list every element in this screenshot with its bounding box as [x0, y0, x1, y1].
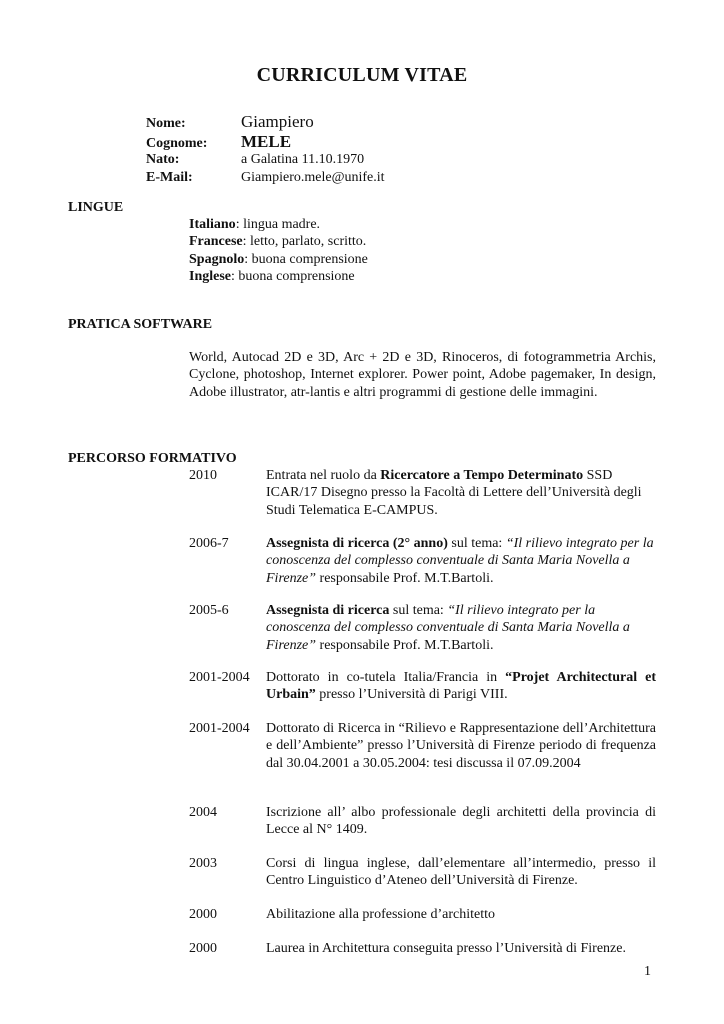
- personal-info: [146, 112, 385, 188]
- language-level: : lingua madre.: [235, 217, 321, 232]
- nome-value: Giampiero: [241, 112, 314, 131]
- entry-year: 2000: [189, 941, 217, 956]
- language-level: : buona comprensione: [231, 268, 355, 284]
- language-level: : letto, parlato, scritto.: [242, 234, 367, 250]
- language-item: [189, 268, 368, 285]
- entry-description: Entrata nel ruolo da Ricercatore a Tempo Determinato SSD ICAR/17 Disegno presso la Facoltà di Lettere dell’Università degli Studi Telematica E-CAMPUS.: [266, 468, 642, 518]
- nome-label: Nome:: [146, 116, 186, 131]
- entry-description: Assegnista di ricerca (2° anno) sul tema: “Il rilievo integrato per la conoscenza del complesso conventuale di Santa Maria Novella a Firenze” responsabile Prof. M.T.Bartoli.: [266, 536, 654, 586]
- software-heading: PRATICA SOFTWARE: [68, 317, 213, 332]
- entry-description: Corsi di lingua inglese, dall’elementare all’intermedio, presso il Centro Linguistico d’Ateneo dell’Università di Firenze.: [266, 856, 656, 889]
- language-level: : buona comprensione: [244, 251, 368, 267]
- language-list: [189, 216, 368, 285]
- page-number: 1: [644, 964, 651, 979]
- language-name: Inglese: [189, 268, 231, 284]
- entry-description: Laurea in Architettura conseguita presso l’Università di Firenze.: [266, 941, 626, 956]
- nato-label: Nato:: [146, 152, 180, 167]
- entry-year: 2001-2004: [189, 721, 250, 736]
- entry-year: 2003: [189, 856, 217, 871]
- language-name: Spagnolo: [189, 251, 245, 267]
- cognome-value: MELE: [241, 132, 292, 151]
- language-item: [189, 233, 368, 250]
- entry-year: 2006-7: [189, 536, 229, 551]
- entry-description: Abilitazione alla professione d’architetto: [266, 907, 495, 922]
- page-title: CURRICULUM VITAE: [256, 64, 468, 86]
- percorso-heading: PERCORSO FORMATIVO: [68, 451, 237, 466]
- nato-value: a Galatina 11.10.1970: [241, 152, 365, 167]
- software-text: World, Autocad 2D e 3D, Arc + 2D e 3D, Rinoceros, di fotogrammetria Archis, Cyclone, photoshop, Internet explorer. Power point, Adobe pagemaker, In design, Adobe illustrator, atr-lantis e altri programmi di gestione delle immagini.: [189, 350, 656, 400]
- entry-year: 2010: [189, 468, 217, 483]
- lingue-heading: LINGUE: [68, 200, 124, 215]
- entry-description: Dottorato in co-tutela Italia/Francia in “Projet Architectural et Urbain” presso l’Università di Parigi VIII.: [266, 670, 656, 703]
- language-name: Italiano: [189, 217, 236, 232]
- email-label: E-Mail:: [146, 170, 193, 185]
- entry-year: 2001-2004: [189, 670, 250, 685]
- email-value[interactable]: Giampiero.mele@unife.it: [241, 170, 385, 185]
- entry-description: Assegnista di ricerca sul tema: “Il rilievo integrato per la conoscenza del complesso conventuale di Santa Maria Novella a Firenze” responsabile Prof. M.T.Bartoli.: [266, 603, 630, 653]
- entry-description: Dottorato di Ricerca in “Rilievo e Rappresentazione dell’Architettura e dell’Ambiente” presso l’Università di Firenze periodo di frequenza dal 30.04.2001 a 30.05.2004: tesi discussa il 07.09.2004: [266, 721, 656, 771]
- entry-year: 2005-6: [189, 603, 229, 618]
- language-item: [189, 216, 368, 233]
- entry-year: 2000: [189, 907, 217, 922]
- language-name: Francese: [189, 234, 243, 250]
- entry-year: 2004: [189, 805, 217, 820]
- cognome-label: Cognome:: [146, 136, 208, 151]
- language-item: [189, 251, 368, 268]
- entry-description: Iscrizione all’ albo professionale degli architetti della provincia di Lecce al N° 1409.: [266, 805, 656, 838]
